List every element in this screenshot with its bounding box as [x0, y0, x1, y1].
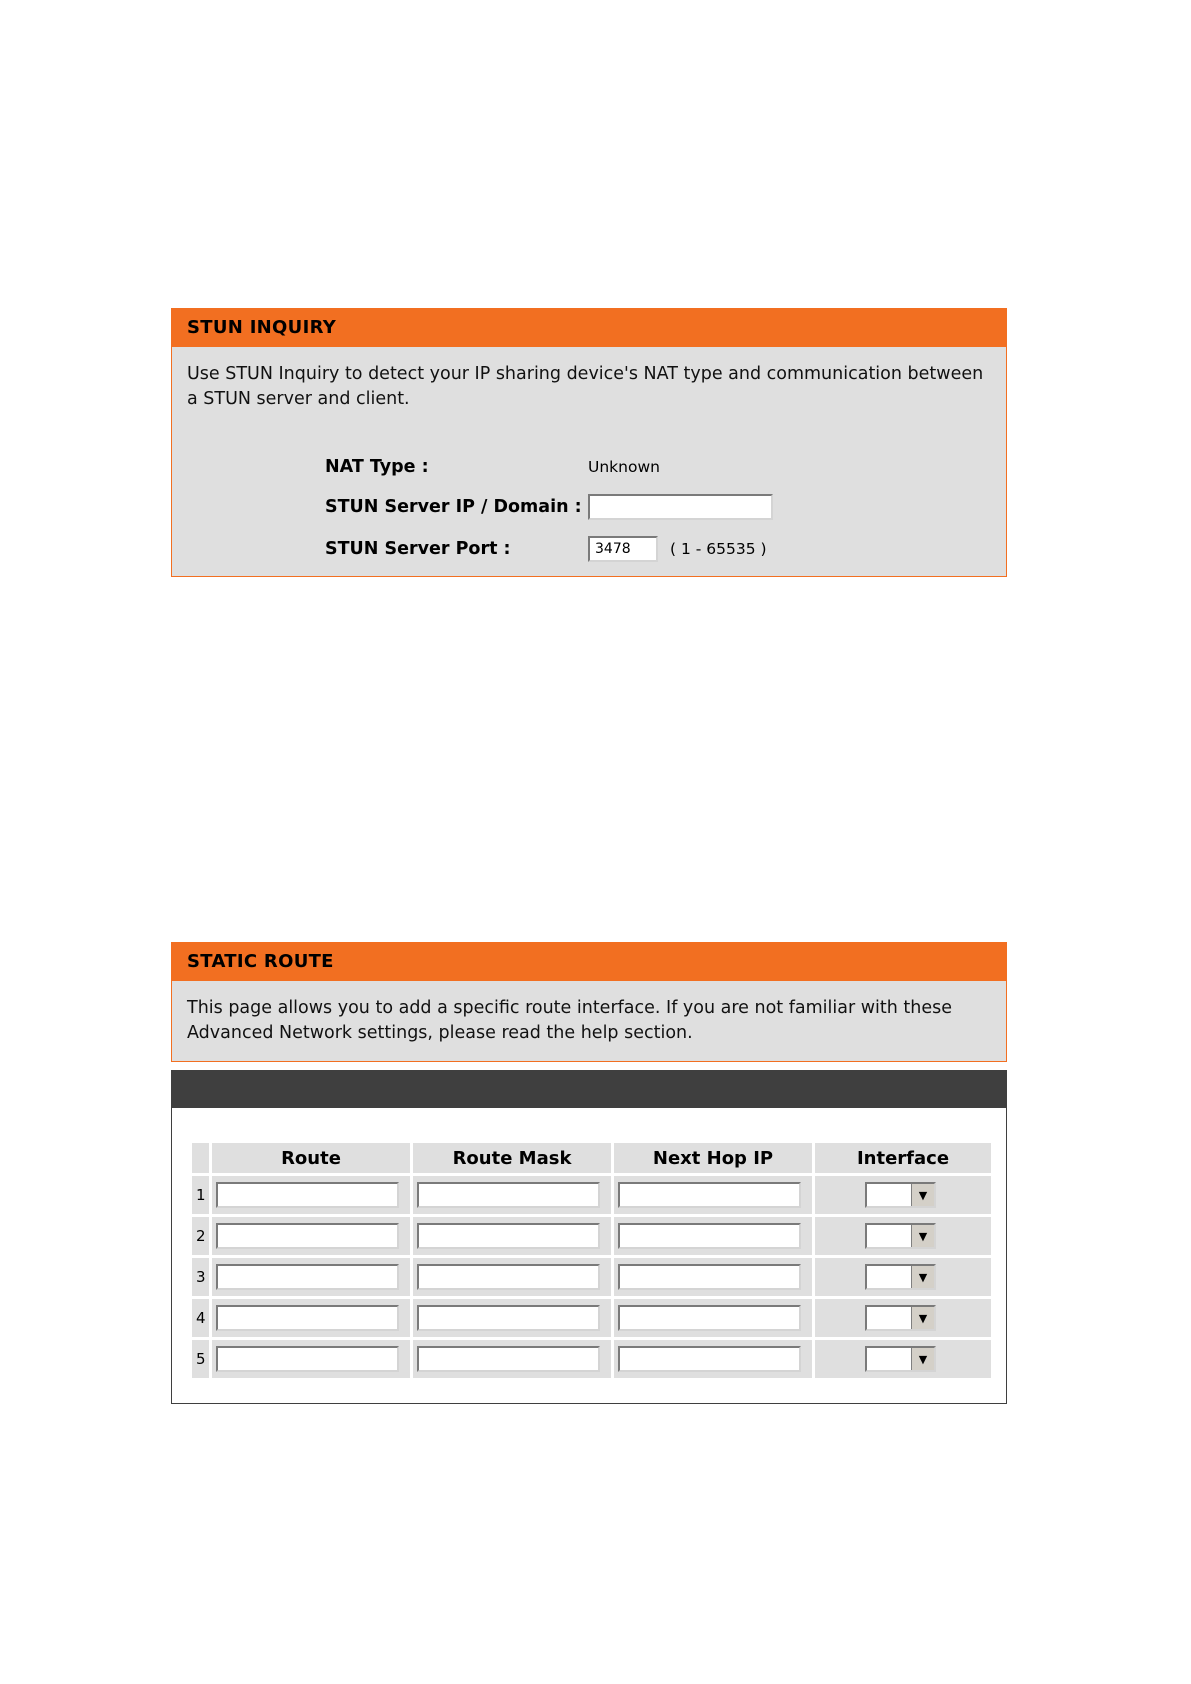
dropdown-arrow-icon[interactable]: ▼	[911, 1266, 934, 1288]
row-number: 1	[192, 1176, 209, 1214]
route-input[interactable]	[216, 1264, 399, 1290]
table-row	[192, 1176, 991, 1214]
table-row	[192, 1258, 991, 1296]
table-header-row	[192, 1143, 991, 1173]
next-hop-ip-input[interactable]	[618, 1346, 801, 1372]
static-route-panel	[171, 942, 1007, 1062]
stun-form	[325, 447, 773, 571]
table-row	[192, 1299, 991, 1337]
next-hop-ip-input[interactable]	[618, 1223, 801, 1249]
row-number-header	[192, 1143, 209, 1173]
interface-select[interactable]	[865, 1305, 936, 1331]
next-hop-ip-input[interactable]	[618, 1305, 801, 1331]
static-route-table-header-bar	[171, 1070, 1007, 1108]
next-hop-ip-input[interactable]	[618, 1264, 801, 1290]
route-input[interactable]	[216, 1305, 399, 1331]
route-mask-input[interactable]	[417, 1305, 600, 1331]
static-route-description: This page allows you to add a specific route interface. If you are not familiar with these Advanced Network settings, please read the help section.	[187, 998, 953, 1043]
dropdown-arrow-icon[interactable]: ▼	[911, 1348, 934, 1370]
route-mask-input[interactable]	[417, 1223, 600, 1249]
route-input[interactable]	[216, 1223, 399, 1249]
next-hop-ip-input[interactable]	[618, 1182, 801, 1208]
row-number: 4	[192, 1299, 209, 1337]
stun-inquiry-title: STUN INQUIRY	[172, 309, 1006, 347]
next-hop-ip-column-header: Next Hop IP	[614, 1143, 812, 1173]
dropdown-arrow-icon[interactable]: ▼	[911, 1184, 934, 1206]
stun-port-label: STUN Server Port :	[325, 539, 511, 559]
stun-inquiry-description: Use STUN Inquiry to detect your IP sharing device's NAT type and communication between a STUN server and client.	[187, 364, 984, 409]
route-mask-column-header: Route Mask	[413, 1143, 611, 1173]
interface-select[interactable]	[865, 1264, 936, 1290]
route-column-header: Route	[212, 1143, 410, 1173]
stun-server-label: STUN Server IP / Domain :	[325, 497, 582, 517]
interface-select[interactable]	[865, 1223, 936, 1249]
route-input[interactable]	[216, 1182, 399, 1208]
route-mask-input[interactable]	[417, 1264, 600, 1290]
stun-port-input[interactable]: 3478	[588, 536, 658, 562]
static-route-title: STATIC ROUTE	[172, 943, 1006, 981]
interface-select[interactable]	[865, 1346, 936, 1372]
stun-port-range: ( 1 - 65535 )	[670, 540, 767, 558]
static-route-table	[189, 1140, 994, 1381]
dropdown-arrow-icon[interactable]: ▼	[911, 1225, 934, 1247]
row-number: 3	[192, 1258, 209, 1296]
interface-column-header: Interface	[815, 1143, 991, 1173]
stun-inquiry-panel	[171, 308, 1007, 577]
route-mask-input[interactable]	[417, 1346, 600, 1372]
row-number: 2	[192, 1217, 209, 1255]
interface-select[interactable]	[865, 1182, 936, 1208]
table-row	[192, 1217, 991, 1255]
table-row	[192, 1340, 991, 1378]
stun-server-input[interactable]	[588, 494, 773, 520]
route-mask-input[interactable]	[417, 1182, 600, 1208]
static-route-table-box	[171, 1070, 1007, 1404]
dropdown-arrow-icon[interactable]: ▼	[911, 1307, 934, 1329]
nat-type-label: NAT Type :	[325, 457, 429, 477]
row-number: 5	[192, 1340, 209, 1378]
nat-type-value: Unknown	[588, 458, 660, 476]
route-input[interactable]	[216, 1346, 399, 1372]
